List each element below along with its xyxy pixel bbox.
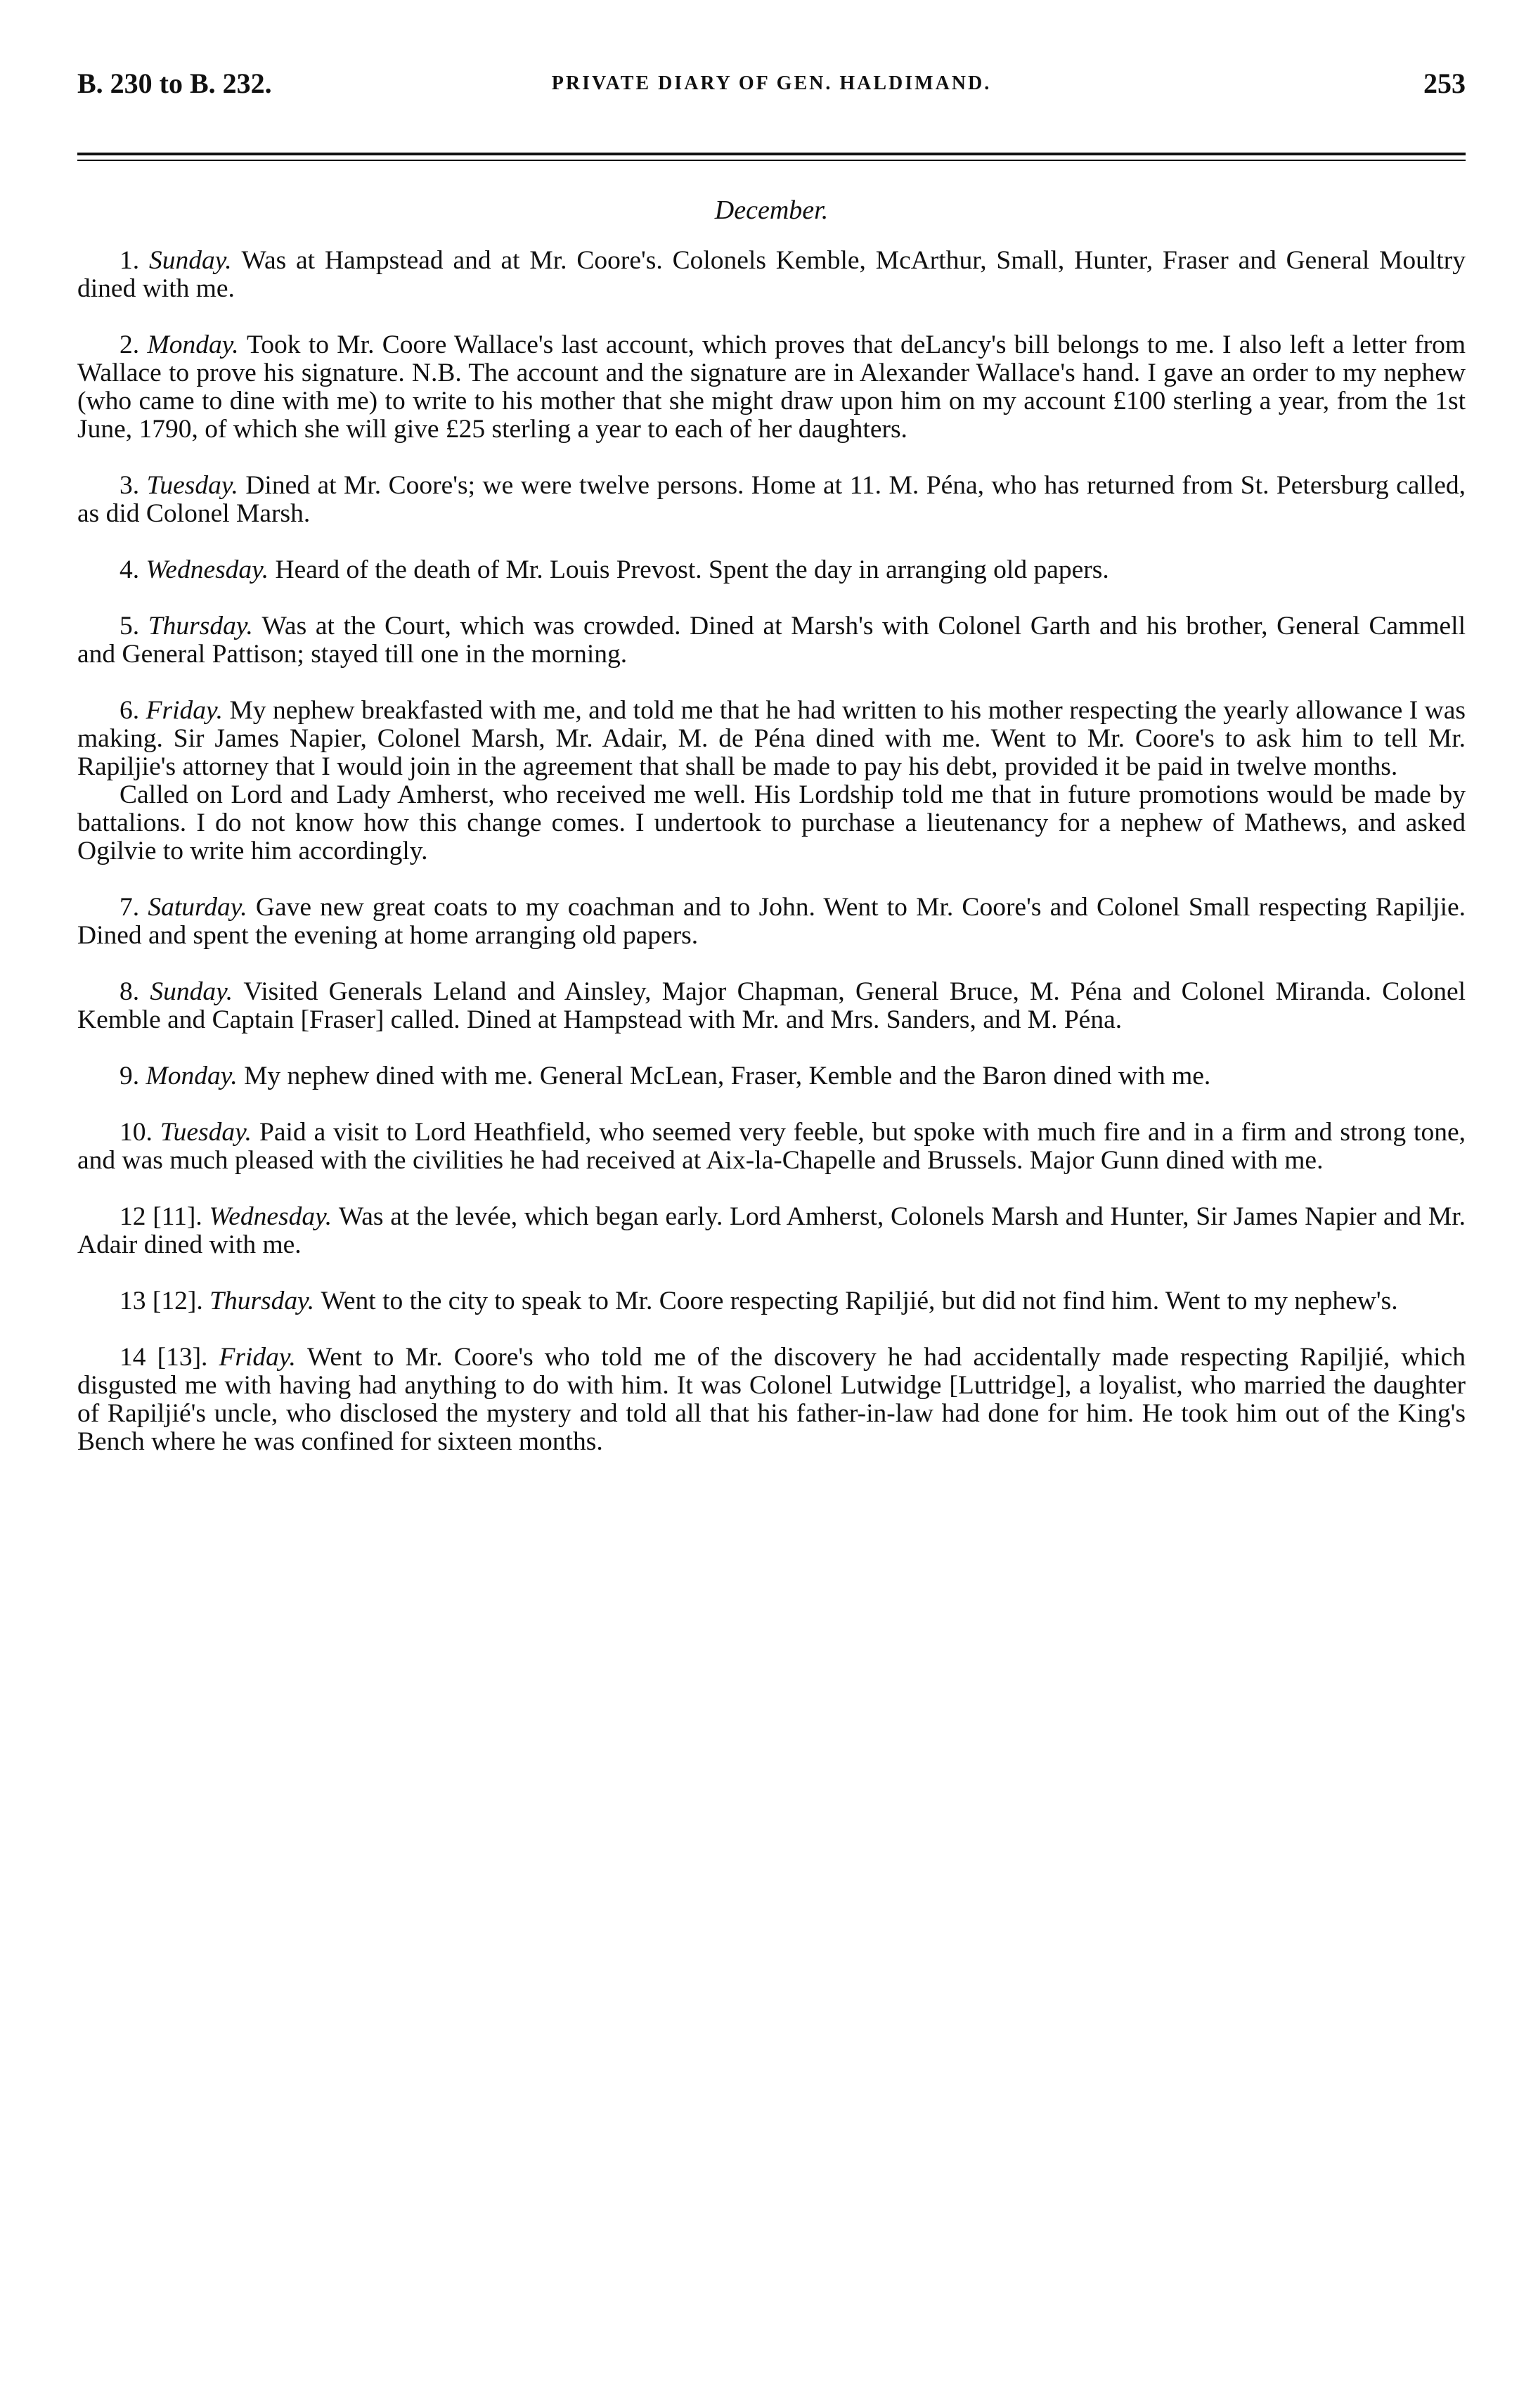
entry-weekday: Wednesday. [209,1202,339,1231]
entry-date-number: 5. [119,612,148,640]
entry-text: Took to Mr. Coore Wallace's last account, which proves that deLancy's bill belongs to me. I also left a letter from Wallace to prove his signature. N.B. The account and the signature are in Alexander Wallace's hand. I gave an order to my nephew (who came to dine with me) to write to his mother that she might draw upon him on my account £100 sterling a year, from the 1st June, 1790, of which she will give £25 sterling a year to each of her daughters. [77,330,1466,444]
entry-date-number: 6. [119,696,146,725]
entry-text: Visited Generals Leland and Ainsley, Major Chapman, General Bruce, M. Péna and Colonel Miranda. Colonel Kemble and Captain [Fraser] called. Dined at Hampstead with Mr. and Mrs. Sanders, and M. Péna. [77,977,1466,1034]
diary-entry [77,697,1466,781]
entry-date-number: 4. [119,555,146,584]
entry-weekday: Tuesday. [146,471,246,500]
entry-text: Gave new great coats to my coachman and to John. Went to Mr. Coore's and Colonel Small respecting Rapiljie. Dined and spent the evening at home arranging old papers. [77,893,1466,950]
entry-weekday: Thursday. [148,612,262,640]
diary-entry [77,1062,1466,1090]
diary-entry [77,894,1466,950]
diary-entry [77,781,1466,865]
entry-date-number: 7. [119,893,148,922]
entry-date-number: 10. [119,1118,160,1147]
entry-weekday: Friday. [219,1343,307,1372]
diary-entry [77,1287,1466,1315]
entry-date-number: 13 [12]. [119,1287,210,1315]
entry-weekday: Tuesday. [160,1118,260,1147]
diary-entries [77,247,1466,1456]
entry-text: Was at the Court, which was crowded. Dined at Marsh's with Colonel Garth and his brother, General Cammell and General Pattison; stayed till one in the morning. [77,612,1466,669]
diary-entry [77,331,1466,444]
entry-weekday: Sunday. [150,977,244,1006]
header-title: PRIVATE DIARY OF GEN. HALDIMAND. [551,72,992,94]
entry-text: Heard of the death of Mr. Louis Prevost. Spent the day in arranging old papers. [275,555,1109,584]
diary-entry [77,978,1466,1034]
month-heading: December. [714,195,829,225]
header-rule-thin [77,160,1466,161]
entry-text: Paid a visit to Lord Heathfield, who seemed very feeble, but spoke with much fire and in a firm and strong tone, and was much pleased with the civilities he had received at Aix-la-Chapelle and Brussels. Major Gunn dined with me. [77,1118,1466,1175]
entry-date-number: 9. [119,1062,146,1090]
entry-text: Was at the levée, which began early. Lord Amherst, Colonels Marsh and Hunter, Sir James Napier and Mr. Adair dined with me. [77,1202,1466,1259]
entry-text: My nephew breakfasted with me, and told me that he had written to his mother respecting the yearly allowance I was making. Sir James Napier, Colonel Marsh, Mr. Adair, M. de Péna dined with me. Went to Mr. Coore's to ask him to tell Mr. Rapiljie's attorney that I would join in the agreement that shall be made to pay his debt, provided it be paid in twelve months. [77,696,1466,781]
entry-date-number: 8. [119,977,150,1006]
entry-weekday: Friday. [146,696,230,725]
entry-date-number: 2. [119,330,148,359]
running-header [77,67,1466,109]
header-rule [77,153,1466,155]
diary-entry [77,472,1466,528]
diary-entry [77,1344,1466,1456]
entry-weekday: Saturday. [148,893,256,922]
entry-text: My nephew dined with me. General McLean, Fraser, Kemble and the Baron dined with me. [244,1062,1211,1090]
page-number: 253 [1423,67,1466,99]
entry-date-number: 14 [13]. [119,1343,219,1372]
diary-entry [77,247,1466,303]
entry-text: Went to Mr. Coore's who told me of the discovery he had accidentally made respecting Rapiljié, which disgusted me with having had anything to do with him. It was Colonel Lutwidge [Luttridge], a loyalist, who married the daughter of Rapiljié's uncle, who disclosed the mystery and told all that his father-in-law had done for him. He took him out of the King's Bench where he was confined for sixteen months. [77,1343,1466,1456]
entry-text: Went to the city to speak to Mr. Coore respecting Rapiljié, but did not find him. Went to my nephew's. [321,1287,1398,1315]
diary-entry [77,1203,1466,1259]
entry-weekday: Thursday. [209,1287,321,1315]
entry-date-number: 1. [119,246,149,275]
entry-date-number: 12 [11]. [119,1202,209,1231]
diary-entry [77,1119,1466,1175]
entry-text: Dined at Mr. Coore's; we were twelve persons. Home at 11. M. Péna, who has returned from St. Petersburg called, as did Colonel Marsh. [77,471,1466,528]
entry-date-number: 3. [119,471,147,500]
entry-weekday: Monday. [147,330,247,359]
diary-entry [77,612,1466,669]
entry-weekday: Sunday. [148,246,242,275]
header-ref: B. 230 to B. 232. [77,67,272,99]
entry-weekday: Wednesday. [146,555,276,584]
entry-text: Called on Lord and Lady Amherst, who received me well. His Lordship told me that in future promotions would be made by battalions. I do not know how this change comes. I undertook to purchase a lieutenancy for a nephew of Mathews, and asked Ogilvie to write him accordingly. [77,780,1466,865]
entry-text: Was at Hampstead and at Mr. Coore's. Colonels Kemble, McArthur, Small, Hunter, Fraser and General Moultry dined with me. [77,246,1466,303]
entry-weekday: Monday. [146,1062,245,1090]
page [77,67,1466,1484]
diary-entry [77,556,1466,584]
